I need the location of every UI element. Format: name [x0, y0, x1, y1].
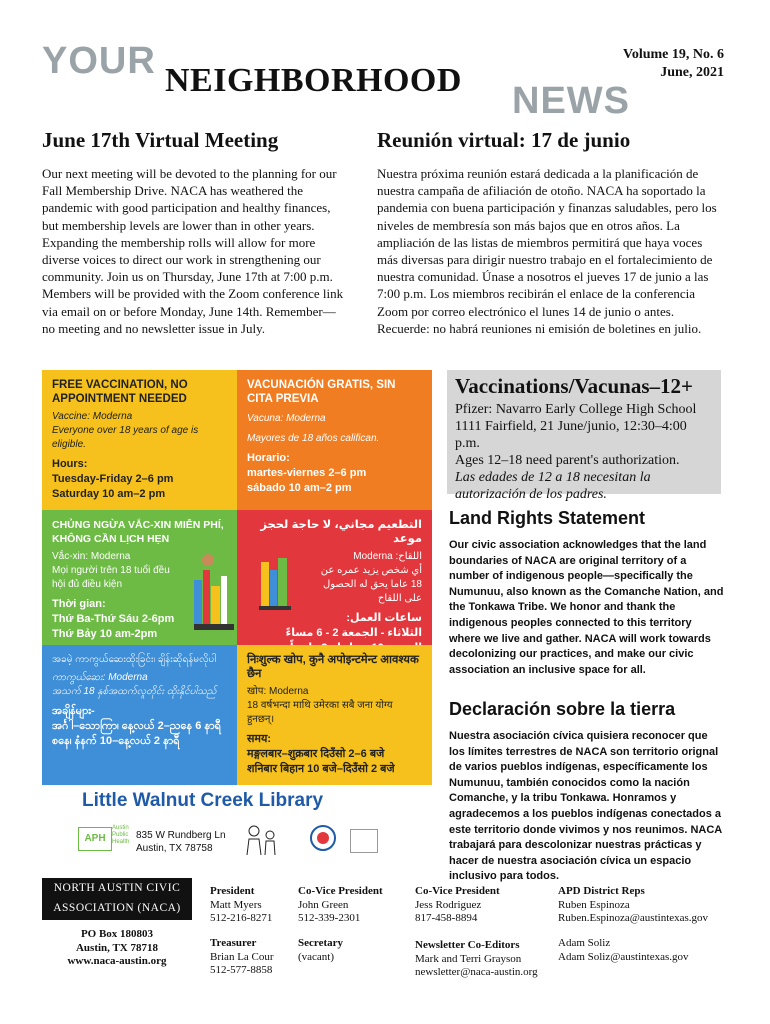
meeting-article-es	[377, 128, 722, 337]
vaccinations-date: 1111 Fairfield, 21 June/junio, 12:30–4:00 p.m.	[455, 419, 687, 451]
officer-newsletter-editors	[415, 939, 555, 980]
meeting-body-es: Nuestra próxima reunión estará dedicada a la planificación de nuestra campaña de afiliación de otoño. NACA ha soportado la pandemia con buena participación y finanzas saludables, pero los niveles de membresía son más bajos que en otros años. La ampliación de las listas de miembros permitirá que haya voces más diversas para dirigir nuestro trabajo en el fortalecimiento de nuestra comunidad. Únase a nosotros el jueves 17 de junio a las 7:00 p.m. Los miembros recibirán el enlace de la conferencia Zoom por correo electrónico el lunes 14 de junio o antes. Recuerde: no habrá reuniones ni emisión de boletines en julio.	[377, 166, 717, 336]
library-city: Austin, TX 78758	[136, 843, 213, 854]
book-5	[261, 562, 269, 608]
masthead-neighborhood: NEIGHBORHOOD	[165, 62, 462, 99]
officer-apd-reps	[558, 885, 733, 926]
officer-email[interactable]: Adam Soliz@austintexas.gov	[558, 950, 689, 963]
officer-name: Jess Rodriguez	[415, 898, 482, 911]
poster-hours-es	[247, 451, 422, 496]
hours-saturday-es: sábado 10 am–2 pm	[247, 482, 352, 494]
officer-phone: 512-577-8858	[210, 964, 273, 976]
org-name-line1: NORTH AUSTIN CIVIC	[53, 882, 181, 894]
poster-eligibility-my: အသက် 18 နှစ်အထက်လူတိုင်း ထိုးနိုင်ပါသည်	[52, 686, 217, 697]
officer-name: Adam Soliz	[558, 937, 611, 949]
poster-eligibility-es: Mayores de 18 años califican.	[247, 433, 380, 444]
hours-label-ar: ساعات العمل:	[346, 612, 422, 624]
hours-saturday-hi: शनिबार बिहान 10 बजे–दिउँसो 2 बजे	[247, 763, 395, 775]
library-address	[136, 829, 226, 855]
meeting-body-en: Our next meeting will be devoted to the planning for our Fall Membership Drive. NACA has weathered the pandemic with good participation and healthy finances, but membership levels are lower than in other years. Expanding the membership rolls will allow for more diverse voices to direct our work in strengthening our community. Join us on Thursday, June 17th at 7:00 p.m. Members will be provided with the Zoom conference link via email on or before Monday, June 14th. Remember—no meeting and no newsletter issue in July.	[42, 166, 344, 336]
person-2-body	[265, 841, 275, 855]
officer-name: Mark and Terri Grayson	[415, 952, 522, 965]
vaccination-poster	[42, 370, 432, 860]
poster-vaccine-es: Vacuna: Moderna	[247, 413, 326, 424]
hours-weekday-vi: Thứ Ba-Thứ Sáu 2-6pm	[52, 613, 175, 625]
land-body-es: Nuestra asociación cívica quisiera reconocer que los límites terrestres de NACA son territorio orignal de varios pueblos indígenas, específicamente los Numunuu, también conocidos como la nación Comanche, y la tribu Tonkawa. Honramos y agradecemos a los pueblos indígenas conectados a este territorio donde vivimos y nos reunimos. NACA trabajará para descolonizar nuestras prácticas y hacer de nuestra asociación cívica un espacio inclusivo para todos.	[449, 730, 722, 883]
officer-email[interactable]: newsletter@naca-austin.org	[415, 966, 538, 978]
vaccinations-box	[447, 370, 721, 502]
officer-phone: 512-216-8271	[210, 912, 273, 924]
naca-po-box: PO Box 180803	[80, 928, 154, 940]
library-banner	[42, 785, 432, 860]
officer-title: Co-Vice President	[298, 885, 383, 897]
aph-logo: APH	[78, 827, 112, 851]
masthead-your: YOUR	[42, 40, 156, 82]
officer-co-vp-2	[415, 885, 545, 926]
officer-title: Secretary	[298, 937, 343, 949]
poster-title-ar: التطعيم مجاني، لا حاجة لحجز موعد	[260, 519, 422, 545]
land-rights-en	[449, 508, 725, 678]
officer-email[interactable]: Ruben.Espinoza@austintexas.gov	[558, 912, 709, 924]
city-seal-icon	[310, 825, 336, 851]
officer-name: (vacant)	[298, 950, 335, 963]
poster-vaccine-my: ကာကွယ်ဆေး: Moderna	[52, 672, 148, 683]
officer-secretary	[298, 937, 408, 964]
land-body-en: Our civic association acknowledges that the land boundaries of NACA are original territory of a number of indigenous people—specifically the Numunuu, also known as the Comanche Nation, and the Tonkawa Tribe. We honor and thank the indigenous peoples connected to this territory where we live and gather. NACA will work towards decolonizing our practices, and make our civic association an inclusive space for all.	[449, 539, 724, 676]
poster-cell-vietnamese	[42, 510, 237, 645]
bookshelf	[194, 624, 234, 630]
poster-cell-burmese	[42, 645, 237, 785]
vaccinations-ages-es: Las edades de 12 a 18 necesitan la autorización de los padres.	[455, 470, 651, 502]
person-1-body	[247, 839, 261, 855]
naca-city: Austin, TX 78718	[75, 941, 158, 954]
poster-eligibility-vi: Mọi người trên 18 tuổi đều hội đủ điều kiện	[52, 565, 170, 590]
hours-label-vi: Thời gian:	[52, 598, 106, 610]
bookshelf-right	[259, 606, 291, 610]
officer-co-vp-1	[298, 885, 408, 926]
family-illustration	[242, 823, 282, 857]
poster-title-hi: निःशुल्क खोप, कुनै अपोइन्टमेन्ट आवश्यक छैन	[247, 654, 419, 680]
hours-label-en: Hours:	[52, 458, 88, 470]
hours-label-my: အချိန်များ-	[52, 705, 95, 717]
officer-title: APD District Reps	[558, 885, 645, 897]
vaccinations-ages-en: Ages 12–18 need parent's authorization.	[455, 453, 680, 468]
volume-number: Volume 19, No. 6	[623, 47, 724, 62]
land-title-es: Declaración sobre la tierra	[449, 699, 676, 719]
naca-org-box	[42, 878, 192, 920]
land-rights-es	[449, 699, 725, 885]
poster-title-es: VACUNACIÓN GRATIS, SIN CITA PREVIA	[247, 379, 396, 405]
officer-title: Newsletter Co-Editors	[415, 939, 520, 951]
poster-hours-my	[52, 704, 227, 749]
officer-title: Treasurer	[210, 937, 257, 949]
poster-cell-spanish	[237, 370, 432, 510]
poster-vaccine-vi: Vắc-xin: Moderna	[52, 551, 131, 562]
book-7	[278, 558, 287, 608]
poster-vaccine-ar: اللقاح: Moderna	[353, 551, 422, 562]
person-head	[202, 554, 214, 566]
book-2	[203, 570, 210, 628]
poster-vaccine-en: Vaccine: Moderna	[52, 411, 133, 422]
poster-hours-hi	[247, 732, 422, 777]
officer-phone: 817-458-8894	[415, 912, 478, 924]
masthead-news: NEWS	[512, 80, 630, 122]
issue-info	[623, 46, 724, 82]
meeting-title-es: Reunión virtual: 17 de junio	[377, 128, 631, 152]
hours-weekday-my: အင်္ဂါ–သောကြာ၊ နေ့လယ် 2–ညနေ 6 နာရီ	[52, 720, 221, 732]
vaccinations-site: Pfizer: Navarro Early College High School	[455, 402, 697, 417]
poster-cell-arabic	[237, 510, 432, 645]
meeting-title-en: June 17th Virtual Meeting	[42, 128, 279, 152]
officer-title: President	[210, 885, 255, 897]
naca-website[interactable]: www.naca-austin.org	[67, 955, 167, 967]
book-4	[221, 576, 227, 628]
hours-saturday-vi: Thứ Bảy 10 am-2pm	[52, 628, 158, 640]
poster-vaccine-hi: खोप: Moderna	[247, 686, 309, 697]
poster-eligibility-en: Everyone over 18 years of age is eligible.	[52, 425, 199, 450]
books-illustration-right	[241, 540, 301, 610]
hours-weekday-hi: मङ्गलबार–शुक्रबार दिउँसो 2–6 बजे	[247, 748, 385, 760]
hours-saturday-en: Saturday 10 am–2 pm	[52, 488, 166, 500]
book-6	[270, 570, 277, 608]
officer-name: Brian La Cour	[210, 950, 274, 963]
officer-title: Co-Vice President	[415, 885, 500, 897]
issue-date: June, 2021	[660, 65, 724, 80]
officer-name: Matt Myers	[210, 898, 262, 911]
hours-weekday-es: martes-viernes 2–6 pm	[247, 467, 367, 479]
library-name: Little Walnut Creek Library	[82, 790, 324, 811]
officer-phone: 512-339-2301	[298, 912, 361, 924]
poster-hours-en	[52, 457, 227, 502]
poster-title-en: FREE VACCINATION, NO APPOINTMENT NEEDED	[52, 379, 188, 405]
hours-label-hi: समय:	[247, 733, 272, 745]
org-name-line2: ASSOCIATION (NACA)	[53, 902, 181, 914]
person-2-head	[266, 831, 274, 839]
officer-treasurer	[210, 937, 300, 978]
book-1	[194, 580, 202, 628]
library-street: 835 W Rundberg Ln	[136, 830, 226, 841]
library-logo	[350, 829, 378, 853]
hours-weekday-en: Tuesday-Friday 2–6 pm	[52, 473, 174, 485]
officer-apd-rep-2	[558, 937, 733, 964]
hours-saturday-my: စနေ၊ နံနက် 10–နေ့လယ် 2 နာရီ	[52, 735, 180, 747]
book-3	[211, 586, 220, 628]
poster-title-my: အခမဲ့ ကာကွယ်ဆေးထိုးခြင်း၊ ချိန်းဆိုရန်မလိုပါ	[52, 654, 216, 665]
officer-name: John Green	[298, 898, 349, 911]
poster-title-vi: CHỦNG NGỪA VẮC-XIN MIỄN PHÍ, KHÔNG CẦN LỊCH HẸN	[52, 519, 224, 545]
person-1-head	[249, 826, 259, 836]
poster-cell-nepali	[237, 645, 432, 785]
poster-eligibility-ar: أي شخص يزيد عمره عن 18 عاما يحق له الحصول على اللقاح	[320, 565, 422, 604]
land-title-en: Land Rights Statement	[449, 508, 646, 528]
poster-eligibility-hi: 18 वर्षभन्दा माथि उमेरका सबै जना योग्य हुनछन्।	[247, 700, 393, 725]
hours-weekday-ar: الثلاثاء - الجمعة 2 - 6 مساءً	[285, 627, 422, 639]
aph-logo-text: Austin Public Health	[112, 825, 130, 845]
hours-label-es: Horario:	[247, 452, 290, 464]
officer-president	[210, 885, 300, 926]
poster-cell-english	[42, 370, 237, 510]
naca-contact	[42, 928, 192, 969]
vaccinations-title: Vaccinations/Vacunas–12+	[455, 374, 693, 398]
officer-name: Ruben Espinoza	[558, 898, 630, 911]
meeting-article-en	[42, 128, 347, 337]
